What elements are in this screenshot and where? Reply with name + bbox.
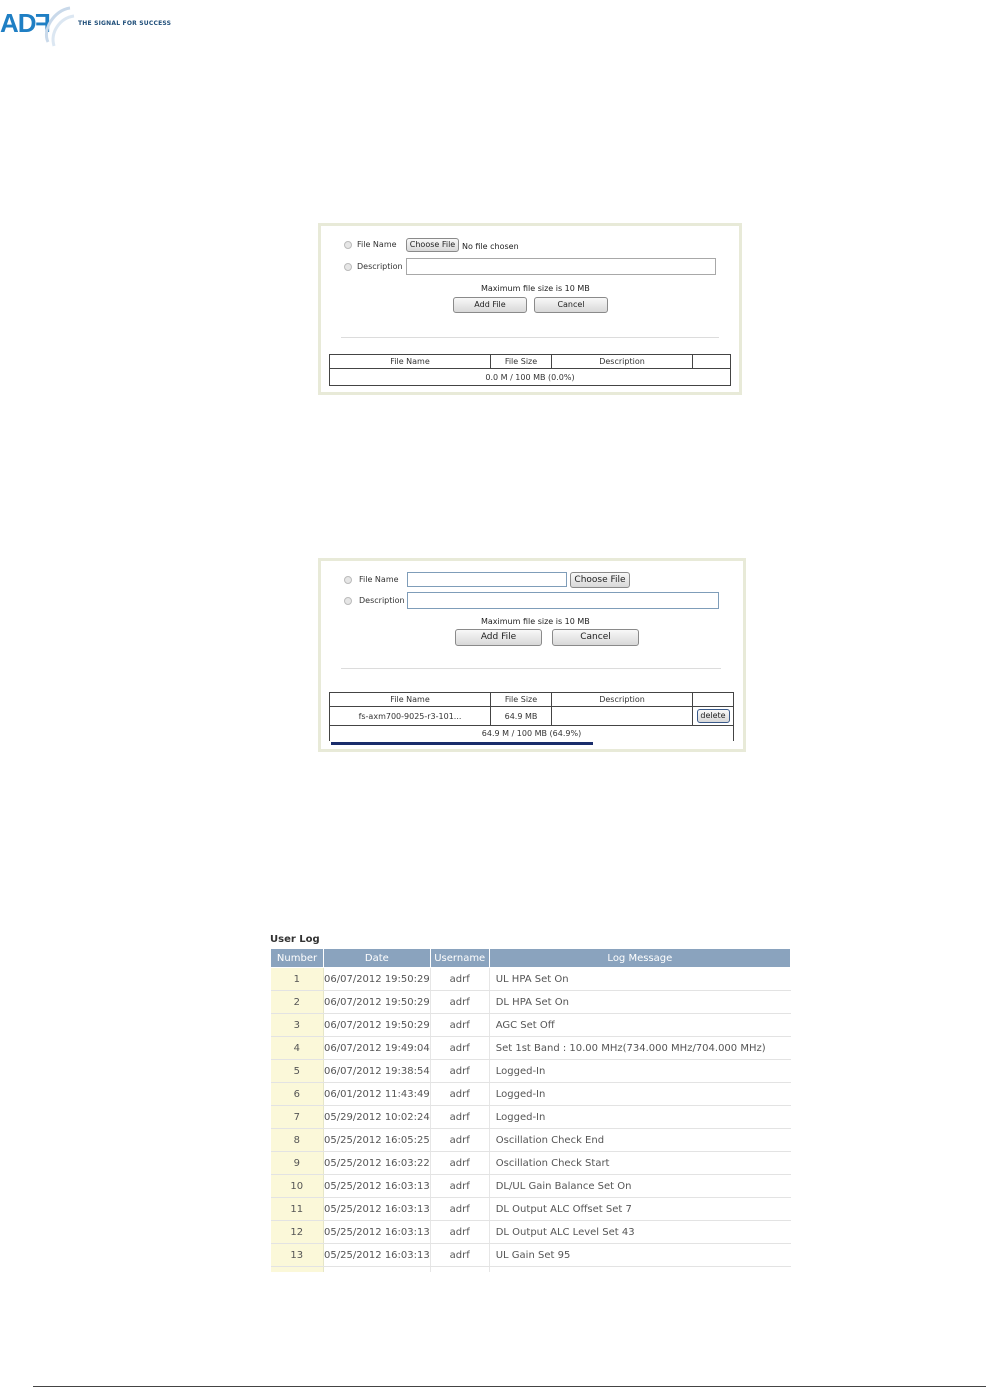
log-message: Set 1st Band : 10.00 MHz(734.000 MHz/704.000 MHz): [489, 1037, 790, 1060]
file-name-label: File Name: [359, 575, 399, 584]
file-row-action: [693, 707, 734, 726]
log-number: 8: [271, 1129, 324, 1152]
log-cell-partial: [430, 1267, 489, 1273]
user-log-header: [271, 949, 791, 968]
log-row: [271, 1037, 791, 1060]
column-header-log-message: Log Message: [489, 949, 790, 968]
log-number: 7: [271, 1106, 324, 1129]
log-date: 05/29/2012 10:02:24: [324, 1106, 431, 1129]
max-file-size-text: Maximum file size is 10 MB: [481, 617, 590, 626]
column-header-description: Description: [552, 693, 693, 707]
add-file-button[interactable]: Add File: [453, 297, 527, 313]
log-row: [271, 1129, 791, 1152]
log-date: 05/25/2012 16:03:13: [324, 1175, 431, 1198]
max-file-size-text: Maximum file size is 10 MB: [481, 284, 590, 293]
log-username: adrf: [430, 1221, 489, 1244]
log-message: DL HPA Set On: [489, 991, 790, 1014]
no-file-chosen-text: No file chosen: [462, 242, 519, 251]
choose-file-button[interactable]: Choose File: [406, 238, 459, 252]
log-row: [271, 1221, 791, 1244]
log-date: 05/25/2012 16:03:22: [324, 1152, 431, 1175]
adrf-logo: [0, 2, 180, 50]
log-row: [271, 991, 791, 1014]
file-row-name: fs-axm700-9025-r3-101...: [330, 707, 491, 726]
log-message: Logged-In: [489, 1060, 790, 1083]
logo-tagline: THE SIGNAL FOR SUCCESS: [78, 20, 172, 27]
file-name-input[interactable]: [407, 572, 567, 587]
column-header-file-name: File Name: [330, 355, 491, 369]
log-row: [271, 1152, 791, 1175]
delete-button[interactable]: delete: [697, 709, 730, 723]
column-header-file-size: File Size: [491, 693, 552, 707]
storage-usage-text: 0.0 M / 100 MB (0.0%): [330, 369, 731, 386]
log-number: 1: [271, 968, 324, 991]
column-header-file-name: File Name: [330, 693, 491, 707]
user-log-table: [270, 948, 791, 1272]
log-message: DL Output ALC Offset Set 7: [489, 1198, 790, 1221]
storage-usage-bar: [331, 742, 593, 745]
log-message: UL HPA Set On: [489, 968, 790, 991]
log-number: 4: [271, 1037, 324, 1060]
file-row-description: [552, 707, 693, 726]
log-row: [271, 1106, 791, 1129]
log-number: 13: [271, 1244, 324, 1267]
log-date: 06/07/2012 19:50:29: [324, 968, 431, 991]
file-table: [329, 692, 734, 742]
add-file-button[interactable]: Add File: [455, 629, 542, 646]
column-header-file-size: File Size: [491, 355, 552, 369]
log-row: [271, 1175, 791, 1198]
log-username: adrf: [430, 1083, 489, 1106]
log-message: Oscillation Check Start: [489, 1152, 790, 1175]
log-username: adrf: [430, 991, 489, 1014]
log-number: 5: [271, 1060, 324, 1083]
log-number: 9: [271, 1152, 324, 1175]
log-username: adrf: [430, 1060, 489, 1083]
log-row: [271, 1244, 791, 1267]
file-row: [330, 707, 734, 726]
log-username: adrf: [430, 1106, 489, 1129]
log-username: adrf: [430, 1014, 489, 1037]
user-log-title: User Log: [270, 934, 320, 945]
log-message: Logged-In: [489, 1083, 790, 1106]
log-number: 2: [271, 991, 324, 1014]
logo-swirl-icon: [40, 2, 80, 50]
choose-file-button[interactable]: Choose File: [570, 572, 630, 588]
log-date: 06/07/2012 19:49:04: [324, 1037, 431, 1060]
log-message: DL/UL Gain Balance Set On: [489, 1175, 790, 1198]
log-number: 11: [271, 1198, 324, 1221]
file-upload-panel-with-file: [318, 558, 746, 752]
log-number: 12: [271, 1221, 324, 1244]
user-log-body: [271, 968, 791, 1273]
description-input[interactable]: [406, 258, 716, 275]
log-row: [271, 1060, 791, 1083]
log-date: 06/01/2012 11:43:49: [324, 1083, 431, 1106]
log-row: [271, 1014, 791, 1037]
description-label: Description: [359, 596, 405, 605]
column-header-username: Username: [430, 949, 489, 968]
log-date: 06/07/2012 19:50:29: [324, 991, 431, 1014]
log-date: 06/07/2012 19:38:54: [324, 1060, 431, 1083]
log-date: 05/25/2012 16:03:13: [324, 1221, 431, 1244]
log-message: Logged-In: [489, 1106, 790, 1129]
log-message: DL Output ALC Level Set 43: [489, 1221, 790, 1244]
file-upload-panel-empty: [318, 223, 742, 395]
column-header-action: [693, 355, 731, 369]
log-number: 10: [271, 1175, 324, 1198]
log-date: 05/25/2012 16:03:13: [324, 1198, 431, 1221]
divider: [341, 337, 719, 338]
log-date: 05/25/2012 16:05:25: [324, 1129, 431, 1152]
log-cell-partial: [271, 1267, 324, 1273]
storage-usage-row: [330, 726, 734, 742]
bullet-icon: [344, 263, 352, 271]
log-username: adrf: [430, 1152, 489, 1175]
log-username: adrf: [430, 1037, 489, 1060]
log-row: [271, 968, 791, 991]
log-username: adrf: [430, 1175, 489, 1198]
log-cell-partial: [489, 1267, 790, 1273]
divider: [341, 668, 721, 669]
cancel-button[interactable]: Cancel: [552, 629, 639, 646]
storage-usage-row: [330, 369, 731, 386]
log-cell-partial: [324, 1267, 431, 1273]
bullet-icon: [344, 576, 352, 584]
bullet-icon: [344, 597, 352, 605]
log-number: 3: [271, 1014, 324, 1037]
column-header-date: Date: [324, 949, 431, 968]
file-table: [329, 354, 731, 386]
log-message: Oscillation Check End: [489, 1129, 790, 1152]
log-message: UL Gain Set 95: [489, 1244, 790, 1267]
file-table-header: [330, 355, 731, 369]
column-header-description: Description: [552, 355, 693, 369]
log-date: 05/25/2012 16:03:13: [324, 1244, 431, 1267]
description-label: Description: [357, 262, 403, 271]
description-input[interactable]: [407, 592, 719, 609]
log-message: AGC Set Off: [489, 1014, 790, 1037]
file-table-header: [330, 693, 734, 707]
cancel-button[interactable]: Cancel: [534, 297, 608, 313]
file-name-label: File Name: [357, 240, 397, 249]
log-row: [271, 1083, 791, 1106]
column-header-action: [693, 693, 734, 707]
log-row: [271, 1198, 791, 1221]
footer-divider: [33, 1386, 986, 1387]
log-username: adrf: [430, 968, 489, 991]
log-number: 6: [271, 1083, 324, 1106]
log-date: 06/07/2012 19:50:29: [324, 1014, 431, 1037]
log-row-partial: [271, 1267, 791, 1273]
bullet-icon: [344, 241, 352, 249]
log-username: adrf: [430, 1198, 489, 1221]
log-username: adrf: [430, 1244, 489, 1267]
log-username: adrf: [430, 1129, 489, 1152]
storage-usage-text: 64.9 M / 100 MB (64.9%): [330, 726, 734, 742]
file-row-size: 64.9 MB: [491, 707, 552, 726]
logo-wordmark: ADF: [0, 8, 51, 38]
column-header-number: Number: [271, 949, 324, 968]
